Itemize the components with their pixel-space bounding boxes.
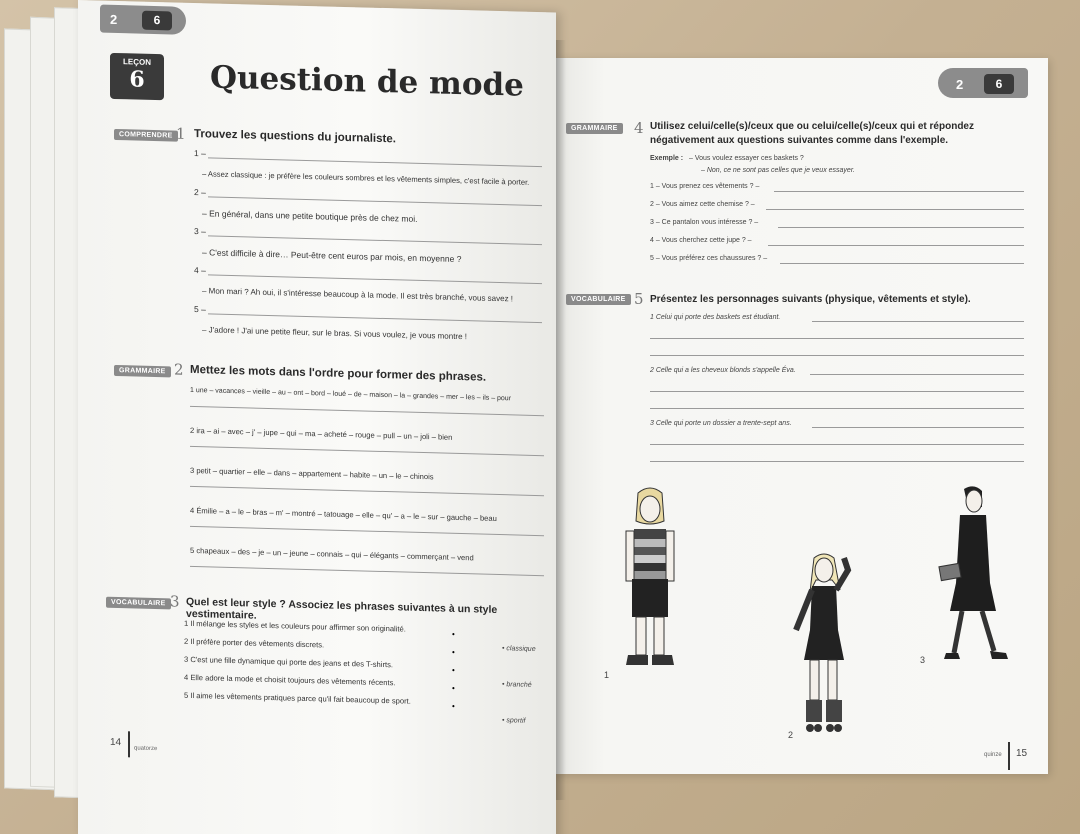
- figure-label: 1: [604, 670, 610, 680]
- lesson-tab: 6: [984, 74, 1014, 94]
- figure-label: 3: [920, 655, 926, 665]
- example-question: – Vous voulez essayer ces baskets ?: [689, 155, 804, 162]
- match-dot[interactable]: •: [452, 683, 455, 693]
- match-dot[interactable]: •: [452, 629, 455, 639]
- ex2-item: 1 une – vacances – vieille – au – ont – bord – loué – de – maison – la – grandes – mer – les – ils – pour: [190, 386, 512, 403]
- figure-girl-illustration: [784, 550, 864, 740]
- unit-tab: [100, 5, 186, 35]
- ex1-answer: – Assez classique : je préfère les couleurs sombres et les vêtements simples, c'est facile à porter.: [202, 169, 530, 187]
- exercise-number: 4: [634, 119, 644, 137]
- style-option[interactable]: • classique: [502, 645, 536, 653]
- match-dot[interactable]: •: [452, 665, 455, 675]
- exercise-number: 5: [634, 290, 644, 308]
- ex1-answer: – En général, dans une petite boutique près de chez moi.: [202, 208, 418, 224]
- ex4-item: 5 – Vous préférez ces chaussures ? –: [650, 255, 768, 262]
- lesson-number: 6: [129, 66, 145, 93]
- ex4-item: 1 – Vous prenez ces vêtements ? –: [650, 183, 760, 190]
- exercise-title: Utilisez celui/celle(s)/ceux que ou celui/celle(s)/ceux qui et répondez: [650, 121, 974, 132]
- page-word: quinze: [984, 752, 1002, 758]
- page-number: 15: [1016, 748, 1028, 759]
- ex1-question-number: 1 –: [194, 148, 206, 159]
- vocabulaire-badge: VOCABULAIRE: [566, 294, 631, 305]
- style-option[interactable]: • sportif: [502, 717, 526, 725]
- ex3-item: 5 Il aime les vêtements pratiques parce qu'il fait beaucoup de sport.: [184, 690, 411, 706]
- ex4-item: 4 – Vous cherchez cette jupe ? –: [650, 237, 752, 244]
- ex3-item: 2 Il préfère porter des vêtements discrets.: [184, 636, 325, 650]
- exercise-number: 2: [174, 360, 184, 379]
- unit-number: 2: [110, 11, 118, 28]
- ex4-item: 3 – Ce pantalon vous intéresse ? –: [650, 219, 759, 226]
- unit-number: 2: [956, 77, 964, 92]
- ex3-item: 4 Elle adore la mode et choisit toujours des vêtements récents.: [184, 672, 396, 688]
- exercise-number: 1: [176, 124, 186, 143]
- ex2-item: 5 chapeaux – des – je – un – jeune – connais – qui – élégants – commerçant – vend: [190, 545, 474, 563]
- exercise-title: Quel est leur style ? Associez les phrases suivantes à un style vestimentaire.: [186, 595, 498, 622]
- figure-label: 2: [788, 730, 794, 740]
- match-dot[interactable]: •: [452, 647, 455, 657]
- example-label: Exemple :: [650, 155, 684, 162]
- ex5-item: 3 Celle qui porte un dossier a trente-sept ans.: [650, 420, 792, 427]
- ex4-item: 2 – Vous aimez cette chemise ? –: [650, 201, 755, 208]
- ex3-item: 1 Il mélange les styles et les couleurs pour affirmer son originalité.: [184, 618, 406, 634]
- page-word: quatorze: [134, 745, 158, 753]
- grammaire-badge: GRAMMAIRE: [566, 123, 623, 134]
- right-page: [556, 58, 1048, 774]
- exercise-title: Mettez les mots dans l'ordre pour former des phrases.: [190, 363, 487, 384]
- figure-woman-illustration: [928, 483, 1018, 668]
- vocabulaire-badge: VOCABULAIRE: [106, 597, 171, 610]
- example-answer: – Non, ce ne sont pas celles que je veux essayer.: [701, 167, 855, 174]
- ex1-question-number: 5 –: [194, 304, 206, 315]
- left-page: [78, 0, 556, 834]
- lesson-block: [110, 53, 164, 100]
- ex5-item: 1 Celui qui porte des baskets est étudiant.: [650, 314, 781, 321]
- ex3-item: 3 C'est une fille dynamique qui porte des jeans et des T-shirts.: [184, 654, 393, 670]
- ex2-item: 2 ira – ai – avec – j' – jupe – qui – ma – acheté – rouge – pull – un – joli – bien: [190, 425, 453, 442]
- comprendre-badge: COMPRENDRE: [114, 129, 178, 142]
- lesson-tab: 6: [142, 11, 172, 31]
- grammaire-badge: GRAMMAIRE: [114, 365, 171, 377]
- exercise-number: 3: [170, 592, 180, 611]
- ex1-question-number: 4 –: [194, 265, 206, 276]
- ex1-answer: – C'est difficile à dire… Peut-être cent euros par mois, en moyenne ?: [202, 247, 462, 265]
- style-option[interactable]: • branché: [502, 681, 532, 689]
- exercise-title: Trouvez les questions du journaliste.: [194, 128, 396, 146]
- match-dot[interactable]: •: [452, 701, 455, 711]
- figure-boy-illustration: [610, 483, 690, 683]
- ex5-item: 2 Celle qui a les cheveux blonds s'appelle Éva.: [650, 367, 796, 374]
- ex1-answer: – Mon mari ? Ah oui, il s'intéresse beaucoup à la mode. Il est très branché, vous savez !: [202, 286, 514, 304]
- ex1-question-number: 3 –: [194, 226, 206, 237]
- exercise-title: négativement aux questions suivantes comme dans l'exemple.: [650, 135, 949, 146]
- exercise-title: Présentez les personnages suivants (physique, vêtements et style).: [650, 294, 971, 305]
- unit-tab: [938, 68, 1028, 98]
- page-title: Question de mode: [210, 59, 524, 104]
- ex1-answer: – J'adore ! J'ai une petite fleur, sur le bras. Si vous voulez, je vous montre !: [202, 325, 467, 342]
- lesson-label: LEÇON: [123, 57, 151, 67]
- ex2-item: 3 petit – quartier – elle – dans – appartement – habite – un – le – chinois: [190, 465, 434, 482]
- ex1-question-number: 2 –: [194, 187, 206, 198]
- page-number: 14: [110, 736, 122, 749]
- ex2-item: 4 Émilie – a – le – bras – m' – montré – tatouage – elle – qu' – a – le – sur – gauche – beau: [190, 505, 497, 523]
